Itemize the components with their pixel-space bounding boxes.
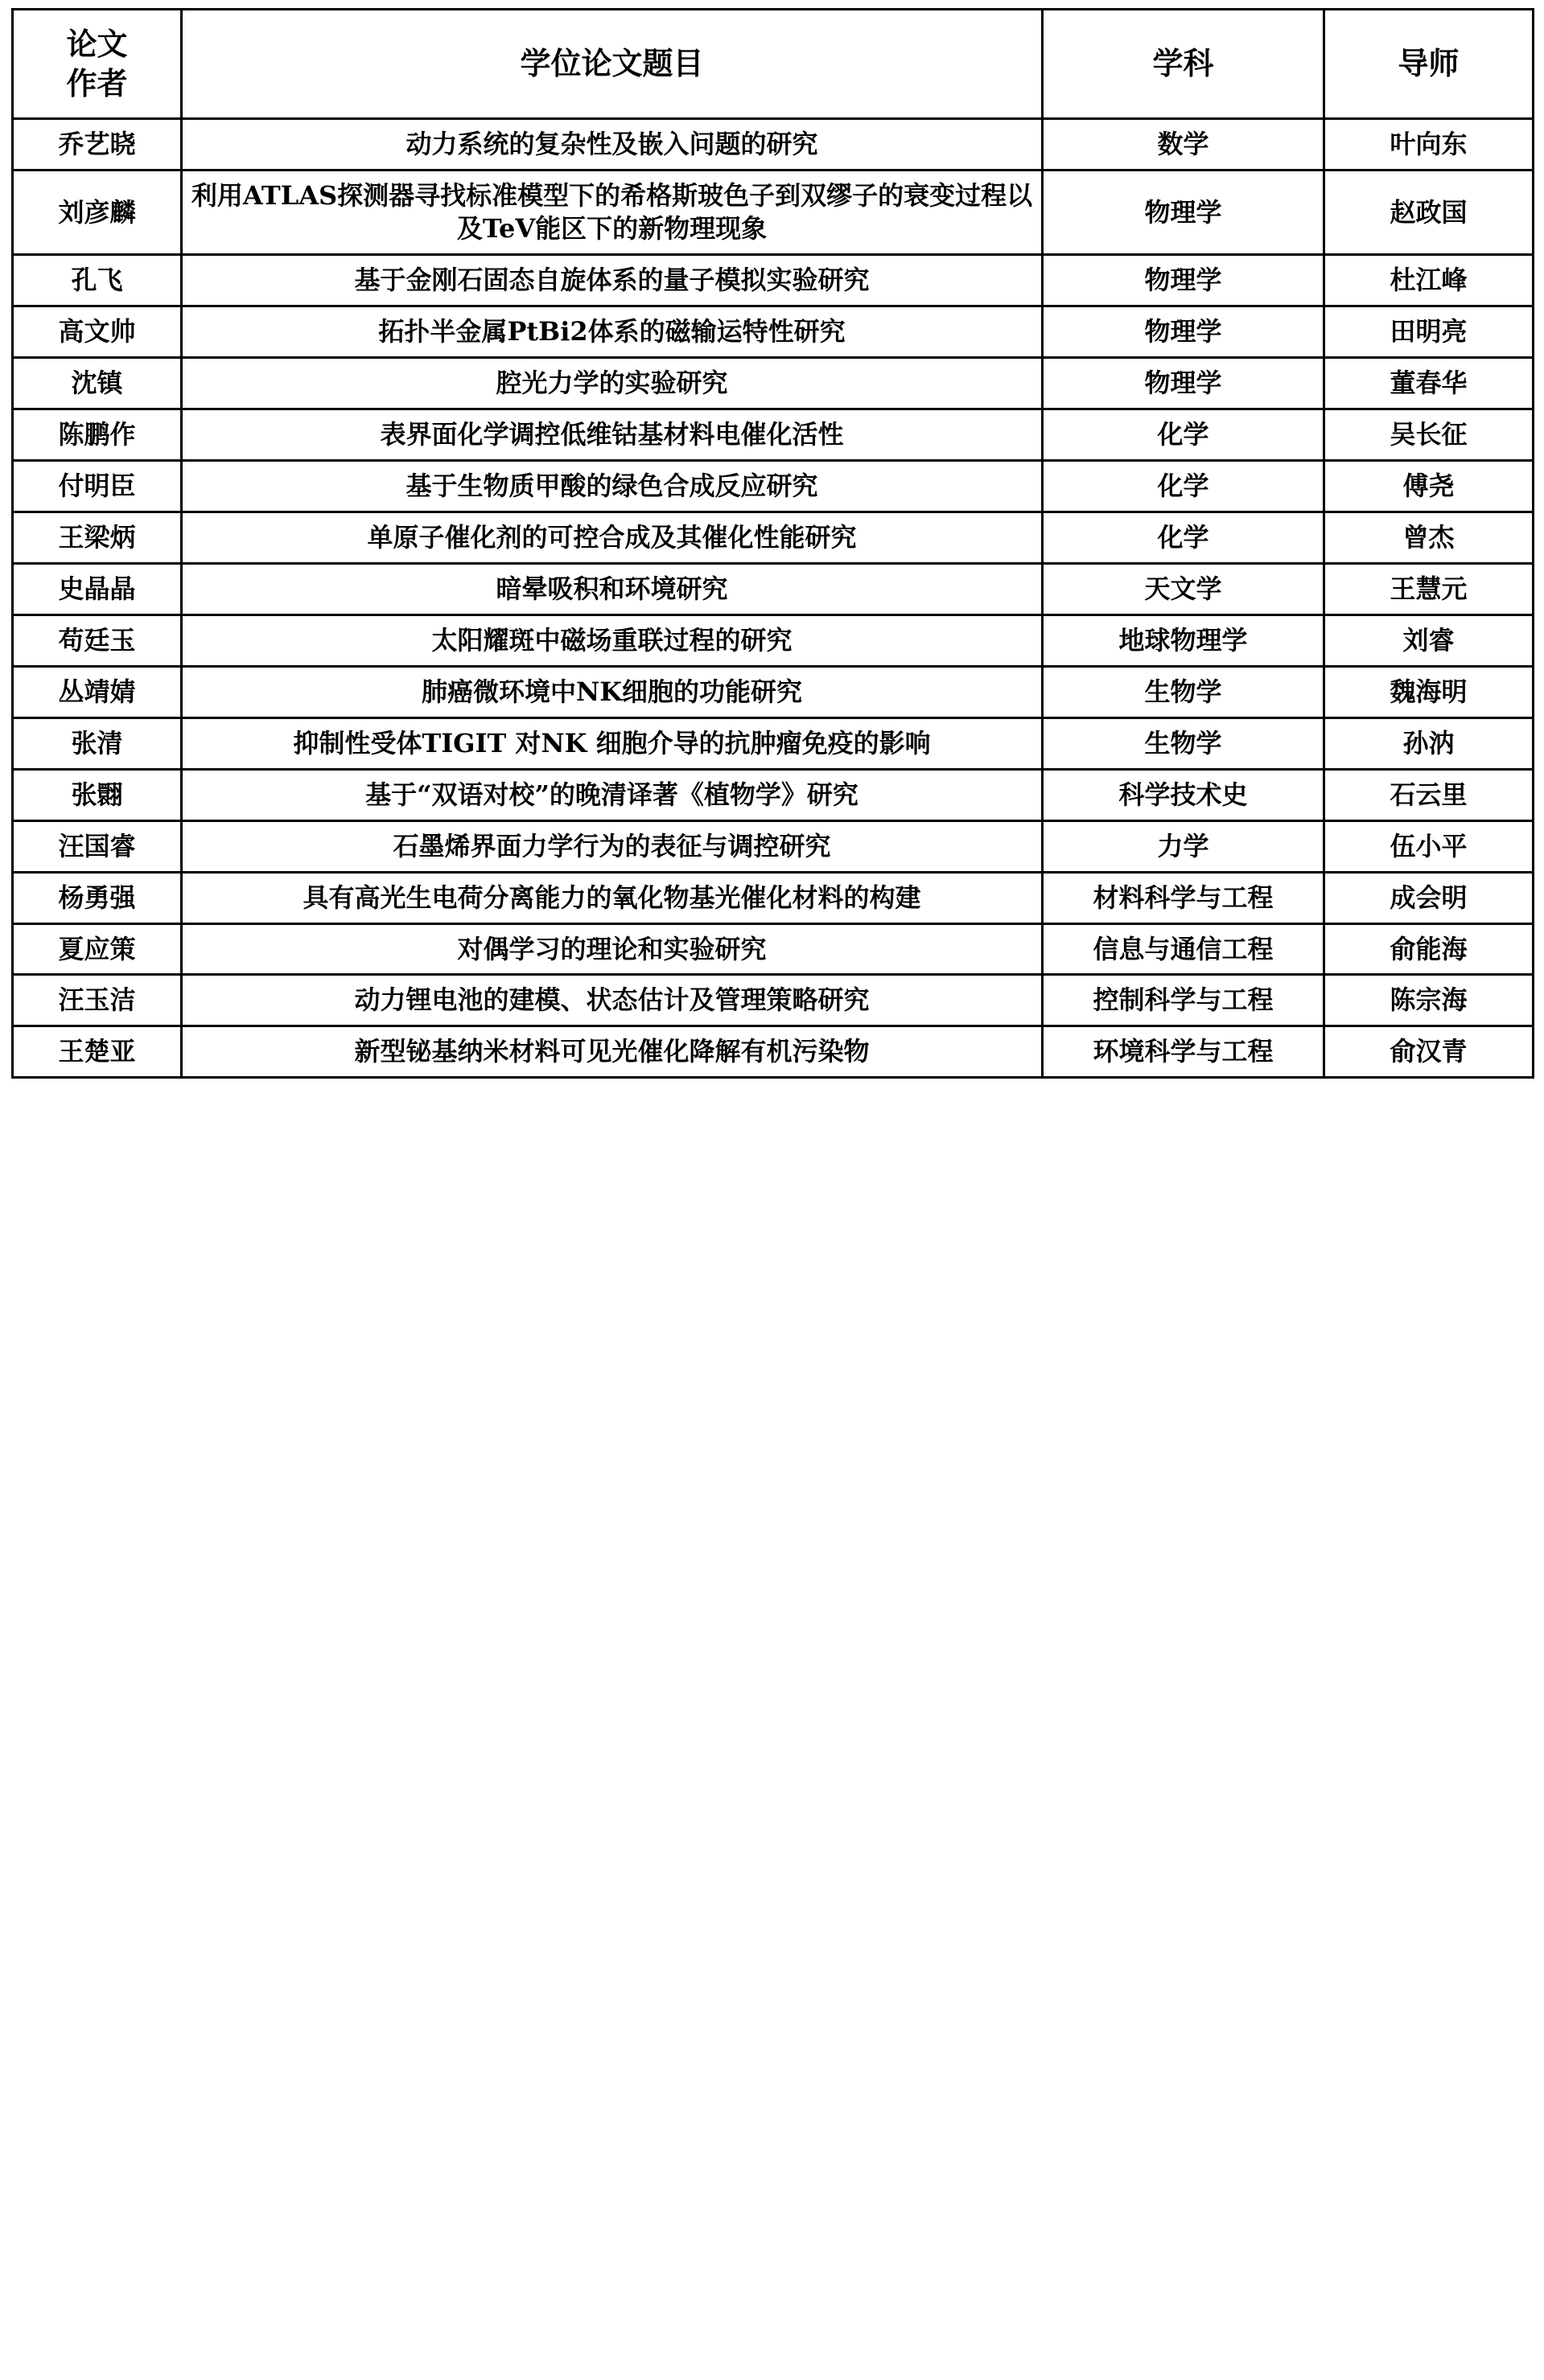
- table-row: [13, 975, 1534, 1026]
- cell-title: 拓扑半金属PtBi2体系的磁输运特性研究: [182, 306, 1043, 358]
- cell-author: 王楚亚: [13, 1026, 182, 1078]
- cell-advisor: 孙汭: [1324, 717, 1534, 769]
- cell-author: 孔飞: [13, 255, 182, 306]
- table-row: [13, 615, 1534, 666]
- cell-author: 杨勇强: [13, 872, 182, 923]
- cell-advisor: 俞能海: [1324, 923, 1534, 975]
- cell-author: 高文帅: [13, 306, 182, 358]
- cell-title: 抑制性受体TIGIT 对NK 细胞介导的抗肿瘤免疫的影响: [182, 717, 1043, 769]
- cell-advisor: 杜江峰: [1324, 255, 1534, 306]
- cell-author: 张清: [13, 717, 182, 769]
- cell-subject: 科学技术史: [1043, 769, 1324, 820]
- table-row: [13, 820, 1534, 872]
- table-row: [13, 923, 1534, 975]
- column-header-author-line1: 论文: [66, 26, 128, 62]
- column-header-author: [13, 10, 182, 119]
- cell-author: 汪玉洁: [13, 975, 182, 1026]
- cell-author: 沈镇: [13, 358, 182, 409]
- column-header-advisor: 导师: [1324, 10, 1534, 119]
- cell-subject: 材料科学与工程: [1043, 872, 1324, 923]
- cell-title: 具有高光生电荷分离能力的氧化物基光催化材料的构建: [182, 872, 1043, 923]
- cell-author: 张翾: [13, 769, 182, 820]
- column-header-subject: 学科: [1043, 10, 1324, 119]
- cell-title: 腔光力学的实验研究: [182, 358, 1043, 409]
- cell-advisor: 成会明: [1324, 872, 1534, 923]
- cell-author: 史晶晶: [13, 563, 182, 615]
- cell-title: 太阳耀斑中磁场重联过程的研究: [182, 615, 1043, 666]
- cell-subject: 信息与通信工程: [1043, 923, 1324, 975]
- cell-advisor: 田明亮: [1324, 306, 1534, 358]
- table-row: [13, 306, 1534, 358]
- cell-title: 基于“双语对校”的晚清译著《植物学》研究: [182, 769, 1043, 820]
- cell-title: 基于金刚石固态自旋体系的量子模拟实验研究: [182, 255, 1043, 306]
- table-row: [13, 563, 1534, 615]
- cell-advisor: 叶向东: [1324, 119, 1534, 171]
- table-row: [13, 171, 1534, 255]
- column-header-author-line2: 作者: [66, 64, 128, 101]
- table-row: [13, 255, 1534, 306]
- cell-advisor: 陈宗海: [1324, 975, 1534, 1026]
- thesis-table: [11, 8, 1534, 1079]
- table-row: [13, 119, 1534, 171]
- cell-advisor: 傅尧: [1324, 460, 1534, 512]
- cell-title: 暗晕吸积和环境研究: [182, 563, 1043, 615]
- cell-author: 陈鹏作: [13, 409, 182, 460]
- cell-title: 动力锂电池的建模、状态估计及管理策略研究: [182, 975, 1043, 1026]
- cell-subject: 化学: [1043, 409, 1324, 460]
- cell-author: 王梁炳: [13, 512, 182, 563]
- table-row: [13, 717, 1534, 769]
- cell-advisor: 曾杰: [1324, 512, 1534, 563]
- cell-subject: 地球物理学: [1043, 615, 1324, 666]
- cell-title: 动力系统的复杂性及嵌入问题的研究: [182, 119, 1043, 171]
- table-header-row: [13, 10, 1534, 119]
- cell-subject: 物理学: [1043, 358, 1324, 409]
- cell-title: 基于生物质甲酸的绿色合成反应研究: [182, 460, 1043, 512]
- cell-subject: 化学: [1043, 512, 1324, 563]
- table-body: [13, 119, 1534, 1078]
- cell-author: 刘彦麟: [13, 171, 182, 255]
- cell-advisor: 王慧元: [1324, 563, 1534, 615]
- cell-advisor: 伍小平: [1324, 820, 1534, 872]
- cell-title: 新型铋基纳米材料可见光催化降解有机污染物: [182, 1026, 1043, 1078]
- cell-advisor: 石云里: [1324, 769, 1534, 820]
- cell-title: 石墨烯界面力学行为的表征与调控研究: [182, 820, 1043, 872]
- cell-author: 夏应策: [13, 923, 182, 975]
- cell-subject: 力学: [1043, 820, 1324, 872]
- cell-subject: 生物学: [1043, 666, 1324, 717]
- cell-author: 乔艺晓: [13, 119, 182, 171]
- table-row: [13, 769, 1534, 820]
- cell-subject: 数学: [1043, 119, 1324, 171]
- cell-advisor: 赵政国: [1324, 171, 1534, 255]
- cell-subject: 物理学: [1043, 255, 1324, 306]
- table-row: [13, 409, 1534, 460]
- cell-subject: 物理学: [1043, 171, 1324, 255]
- table-row: [13, 872, 1534, 923]
- cell-advisor: 刘睿: [1324, 615, 1534, 666]
- cell-advisor: 董春华: [1324, 358, 1534, 409]
- table-row: [13, 512, 1534, 563]
- table-row: [13, 1026, 1534, 1078]
- cell-subject: 控制科学与工程: [1043, 975, 1324, 1026]
- cell-subject: 物理学: [1043, 306, 1324, 358]
- cell-title: 肺癌微环境中NK细胞的功能研究: [182, 666, 1043, 717]
- cell-title: 利用ATLAS探测器寻找标准模型下的希格斯玻色子到双缪子的衰变过程以及TeV能区下的新物理现象: [182, 171, 1043, 255]
- cell-author: 苟廷玉: [13, 615, 182, 666]
- cell-author: 汪国睿: [13, 820, 182, 872]
- cell-author: 付明臣: [13, 460, 182, 512]
- cell-advisor: 魏海明: [1324, 666, 1534, 717]
- cell-subject: 环境科学与工程: [1043, 1026, 1324, 1078]
- cell-title: 对偶学习的理论和实验研究: [182, 923, 1043, 975]
- column-header-title: 学位论文题目: [182, 10, 1043, 119]
- cell-subject: 化学: [1043, 460, 1324, 512]
- table-row: [13, 358, 1534, 409]
- cell-title: 表界面化学调控低维钴基材料电催化活性: [182, 409, 1043, 460]
- cell-advisor: 吴长征: [1324, 409, 1534, 460]
- cell-subject: 天文学: [1043, 563, 1324, 615]
- cell-author: 丛靖婧: [13, 666, 182, 717]
- cell-title: 单原子催化剂的可控合成及其催化性能研究: [182, 512, 1043, 563]
- table-row: [13, 460, 1534, 512]
- cell-subject: 生物学: [1043, 717, 1324, 769]
- table-row: [13, 666, 1534, 717]
- cell-advisor: 俞汉青: [1324, 1026, 1534, 1078]
